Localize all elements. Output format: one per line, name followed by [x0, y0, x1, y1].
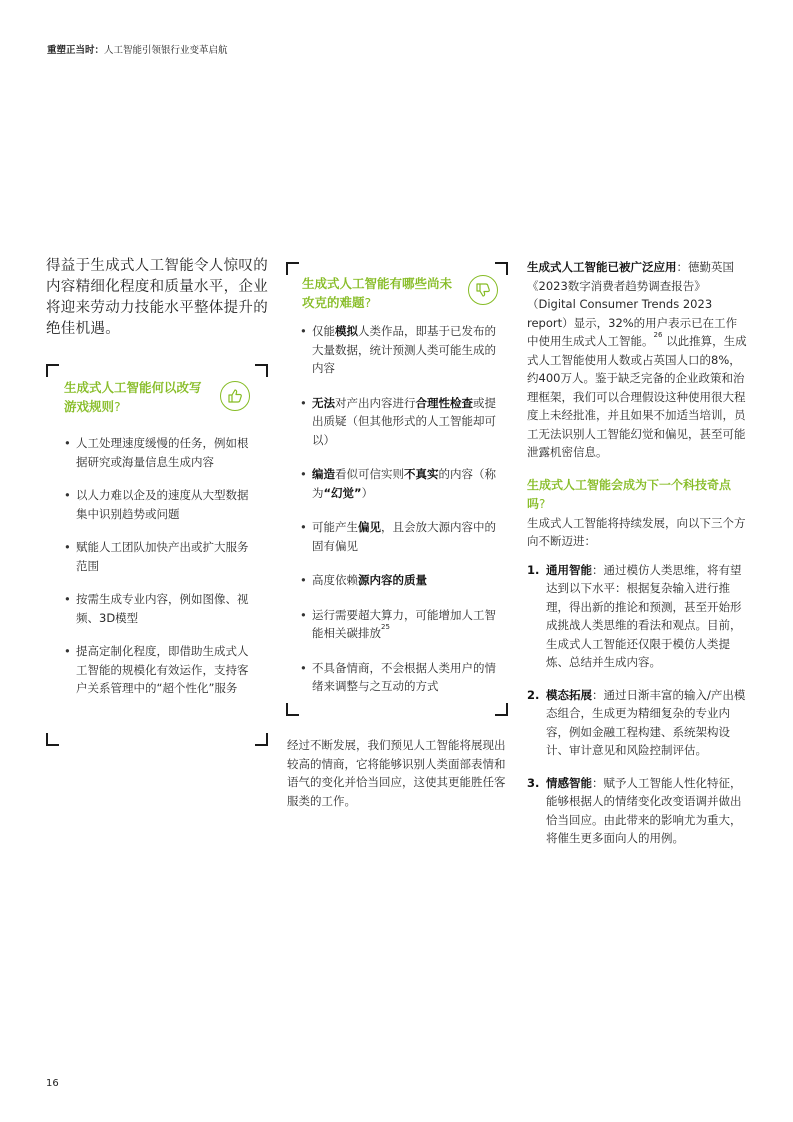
column-left	[46, 256, 268, 340]
section-heading: 生成式人工智能会成为下一个科技奇点吗?	[527, 477, 732, 511]
list-item: 3. 情感智能：赋予人工智能人性化特征，能够根据人的情绪变化改变语调并做出恰当回应。由此带来的影响尤为重大，将催生更多面向人的用例。	[527, 775, 742, 845]
problems-list	[300, 322, 496, 696]
list-item: • 编造看似可信实则不真实的内容（称为“幻觉”）	[300, 465, 496, 502]
list-item: • 按需生成专业内容，例如图像、视频、3D模型	[64, 590, 250, 627]
list-item: • 高度依赖源内容的质量	[300, 571, 496, 590]
list-item: • 提高定制化程度，即借助生成式人工智能的规模化有效运作，支持客户关系管理中的“超个性化”服务	[64, 642, 250, 698]
emotional-intelligence-paragraph: 经过不断发展，我们预见人工智能将展现出较高的情商，它将能够识别人类面部表情和语气的变化并恰当回应，这使其更能胜任客服类的工作。	[287, 738, 506, 808]
thumbs-down-icon	[468, 275, 498, 305]
thumbs-up-icon	[220, 381, 250, 411]
list-item: 1. 通用智能：通过模仿人类思维，将有望达到以下水平：根据复杂输入进行推理，得出新的推论和预测，甚至开始形成挑战人类思维的看法和观点。目前，生成式人工智能还仅限于模仿人类提炼、总结并生成内容。	[527, 562, 742, 669]
list-item: • 运行需要超大算力，可能增加人工智能相关碳排放$^{25}$	[300, 606, 496, 643]
corner-mark	[46, 733, 59, 746]
running-header: 重塑正当时：人工智能引领银行业变革启航	[47, 45, 228, 56]
list-item: 2. 模态拓展：通过日渐丰富的输入/产出模态组合，生成更为精细复杂的专业内容，例如金融工程构建、系统架构设计、审计意见和风险控制评估。	[527, 687, 746, 757]
list-item: • 可能产生偏见，且会放大源内容中的固有偏见	[300, 518, 496, 555]
list-item: • 不具备情商，不会根据人类用户的情绪来调整与之互动的方式	[300, 659, 496, 696]
directions-list	[527, 561, 747, 848]
intro-paragraph: 得益于生成式人工智能令人惊叹的内容精细化程度和质量水平，企业将迎来劳动力技能水平整体提升的绝佳机遇。	[46, 258, 268, 337]
adoption-paragraph: 生成式人工智能已被广泛应用：德勤英国《2023数字消费者趋势调查报告》（Digital Consumer Trends 2023 report）显示，32%的用户表示已在工作中使用生成式人工智能。$^{26}$ 以此推算，生成式人工智能使用人数或占英国人口的8%，约400万人。鉴于缺乏完备的企业政策和治理框架，我们可以合理假设这种使用很大程度上未经批准，并且如果不加适当培训，员工无法识别人工智能幻觉和偏见，甚至可能泄露机密信息。	[527, 260, 747, 459]
corner-mark	[286, 703, 299, 716]
box-title: 生成式人工智能何以改写游戏规则?	[64, 380, 202, 414]
box-title: 生成式人工智能有哪些尚未攻克的难题?	[302, 276, 453, 310]
game-changer-box	[46, 364, 268, 746]
list-item: • 仅能模拟人类作品，即基于已发布的大量数据，统计预测人类可能生成的内容	[300, 322, 496, 378]
corner-mark	[255, 733, 268, 746]
corner-mark	[495, 262, 508, 275]
list-item: • 赋能人工团队加快产出或扩大服务范围	[64, 538, 250, 575]
list-item: • 无法对产出内容进行合理性检查或提出质疑（但其他形式的人工智能却可以）	[300, 394, 496, 450]
list-item: • 人工处理速度缓慢的任务，例如根据研究或海量信息生成内容	[64, 434, 250, 471]
corner-mark	[255, 364, 268, 377]
corner-mark	[46, 364, 59, 377]
advantages-list	[64, 434, 250, 698]
page-number: 16	[46, 1078, 59, 1089]
list-item: • 以人力难以企及的速度从大型数据集中识别趋势或问题	[64, 486, 250, 523]
corner-mark	[286, 262, 299, 275]
corner-mark	[495, 703, 508, 716]
directions-intro: 生成式人工智能将持续发展，向以下三个方向不断迈进：	[527, 515, 746, 548]
unsolved-problems-box	[286, 262, 508, 716]
column-right	[527, 258, 747, 862]
